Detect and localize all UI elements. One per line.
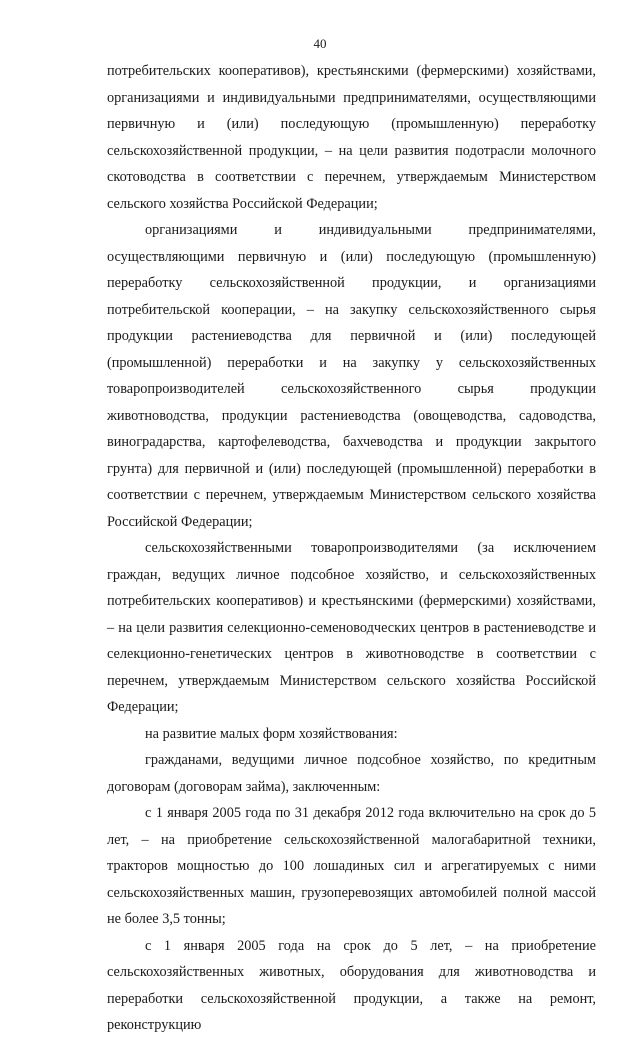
paragraph: с 1 января 2005 года по 31 декабря 2012 года включительно на срок до 5 лет, – на приобретение сельскохозяйственной малогабаритной техники, тракторов мощностью до 100 лошадиных сил и агрегатируемых с ними сельскохозяйственных машин, грузоперевозящих автомобилей полной массой не более 3,5 тонны; bbox=[107, 805, 596, 927]
page-number: 40 bbox=[313, 36, 327, 51]
paragraph: гражданами, ведущими личное подсобное хозяйство, по кредитным договорам (договорам займа), заключенным: bbox=[107, 752, 596, 795]
paragraph: сельскохозяйственными товаропроизводителями (за исключением граждан, ведущих личное подсобное хозяйство, и сельскохозяйственных потребительских кооперативов) и крестьянскими (фермерскими) хозяйствами, – на цели развития селекционно-семеноводческих центров в растениеводстве и селекционно-генетических центров в животноводстве в соответствии с перечнем, утверждаемым Министерством сельского хозяйства Российской Федерации; bbox=[107, 540, 596, 715]
document-body bbox=[107, 58, 596, 1039]
paragraph: с 1 января 2005 года на срок до 5 лет, – на приобретение сельскохозяйственных животных, оборудования для животноводства и переработки сельскохозяйственной продукции, а также на ремонт, реконструкцию bbox=[107, 937, 596, 1033]
paragraph: организациями и индивидуальными предпринимателями, осуществляющими первичную и (или) последующую (промышленную) переработку сельскохозяйственной продукции, и организациями потребительской кооперации, – на закупку сельскохозяйственного сырья продукции растениеводства для первичной и (или) последующей (промышленной) переработки и на закупку у сельскохозяйственных товаропроизводителей сельскохозяйственного сырья продукции животноводства, продукции растениеводства (овощеводства, садоводства, виноградарства, картофелеводства, бахчеводства и продукции закрытого грунта) для первичной и (или) последующей (промышленной) переработки в соответствии с перечнем, утверждаемым Министерством сельского хозяйства Российской Федерации; bbox=[107, 222, 596, 530]
paragraph-continuation: потребительских кооперативов), крестьянскими (фермерскими) хозяйствами, организациями и индивидуальными предпринимателями, осуществляющими первичную и (или) последующую (промышленную) переработку сельскохозяйственной продукции, – на цели развития подотрасли молочного скотоводства в соответствии с перечнем, утверждаемым Министерством сельского хозяйства Российской Федерации; bbox=[107, 63, 596, 212]
paragraph: на развитие малых форм хозяйствования: bbox=[145, 725, 398, 742]
